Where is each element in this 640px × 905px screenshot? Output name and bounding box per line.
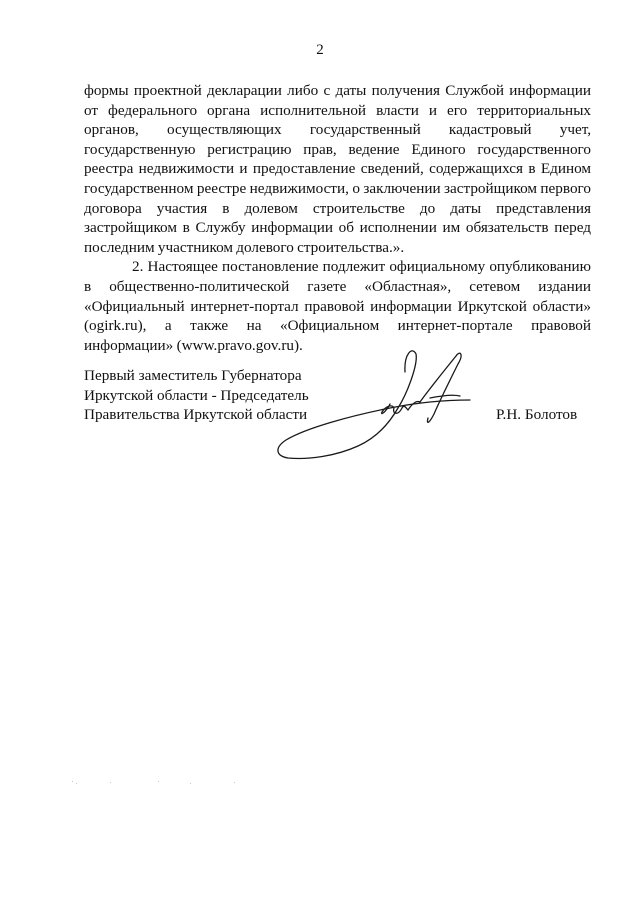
page-number: 2 — [316, 42, 324, 58]
paragraph-continuation: формы проектной декларации либо с даты получения Службой информации от федерального органа исполнительной власти и его территориальных органов, осуществляющих государственный кадастровый учет, государственную регистрацию прав, ведение Единого государственного реестра недвижимости и предоставление сведений, содержащихся в Едином государственном реестре недвижимости, о заключении застройщиком первого договора участия в долевом строительстве до даты представления застройщиком в Службу информации об исполнении им обязательств перед последним участником долевого строительства.». — [84, 82, 591, 256]
paragraph-publication-clause: 2. Настоящее постановление подлежит официальному опубликованию в общественно-политической газете «Областная», сетевом издании «Официальный интернет-портал правовой информации Иркутской области» (ogirk.ru), а также на «Официальном интернет-портале правовой информации» (www.pravo.gov.ru). — [84, 258, 591, 354]
document-body — [84, 81, 591, 355]
signatory-name: Р.Н. Болотов — [496, 406, 578, 423]
signatory-title-line-2: Иркутской области - Председатель — [84, 386, 309, 404]
scan-artifact-dots — [70, 778, 270, 788]
signatory-title-line-3: Правительства Иркутской области — [84, 406, 308, 424]
signatory-title-line-1: Первый заместитель Губернатора — [84, 367, 302, 384]
handwritten-signature — [270, 342, 500, 472]
